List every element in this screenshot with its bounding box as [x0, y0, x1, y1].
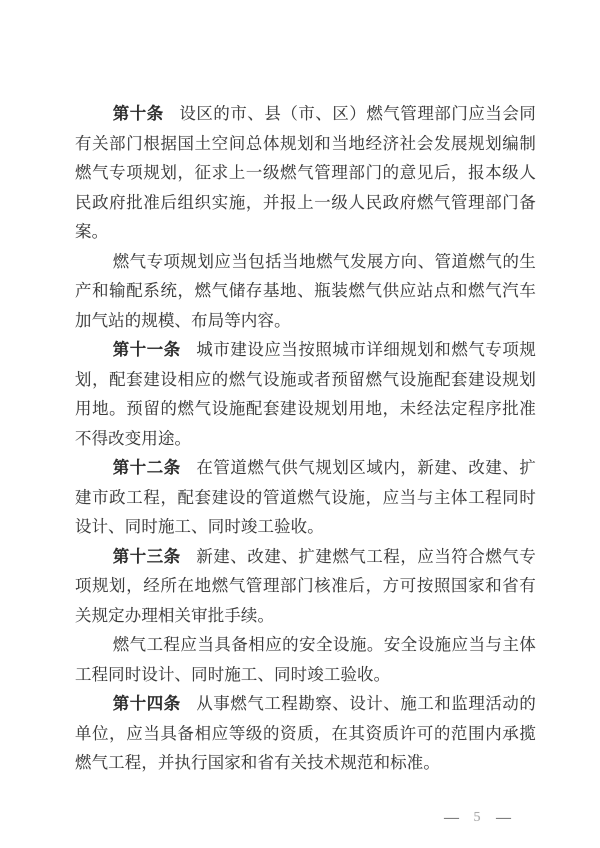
article-14-number: 第十四条 [112, 694, 181, 713]
article-12-number: 第十二条 [112, 458, 181, 477]
article-11-text: 城市建设应当按照城市详细规划和燃气专项规划，配套建设相应的燃气设施或者预留燃气设施配套建设规划用地。预留的燃气设施配套建设规划用地，未经法定程序批准不得改变用途。 [75, 340, 537, 448]
article-10-paragraph-2 [75, 247, 536, 336]
article-10-number: 第十条 [112, 104, 164, 123]
article-13-paragraph [75, 542, 536, 631]
page-number-dash-right: — [496, 810, 510, 826]
document-body [75, 99, 536, 778]
article-13-text: 新建、改建、扩建燃气工程，应当符合燃气专项规划，经所在地燃气管理部门核准后，方可按照国家和省有关规定办理相关审批手续。 [75, 546, 537, 625]
article-13-number: 第十三条 [112, 546, 181, 566]
page-number: 5 [473, 810, 481, 825]
article-10-paragraph [75, 99, 536, 247]
article-14-text: 从事燃气工程勘察、设计、施工和监理活动的单位，应当具备相应等级的资质，在其资质许可的范围内承揽燃气工程，并执行国家和省有关技术规范和标准。 [75, 694, 537, 772]
article-14-paragraph [75, 689, 536, 778]
article-11-paragraph [75, 335, 536, 453]
article-13-2-text: 燃气工程应当具备相应的安全设施。安全设施应当与主体工程同时设计、同时施工、同时竣工验收。 [75, 635, 536, 684]
article-10-text: 设区的市、县（市、区）燃气管理部门应当会同有关部门根据国土空间总体规划和当地经济社会发展规划编制燃气专项规划，征求上一级燃气管理部门的意见后，报本级人民政府批准后组织实施，并报上一级人民政府燃气管理部门备案。 [75, 104, 536, 241]
article-12-paragraph [75, 453, 536, 542]
article-11-number: 第十一条 [112, 340, 181, 359]
page-footer [444, 807, 510, 829]
article-13-paragraph-2 [75, 630, 536, 689]
article-12-text: 在管道燃气供气规划区域内，新建、改建、扩建市政工程，配套建设的管道燃气设施，应当与主体工程同时设计、同时施工、同时竣工验收。 [75, 458, 537, 536]
article-10-2-text: 燃气专项规划应当包括当地燃气发展方向、管道燃气的生产和输配系统，燃气储存基地、瓶装燃气供应站点和燃气汽车加气站的规模、布局等内容。 [75, 251, 536, 330]
page-number-dash-left: — [444, 810, 458, 826]
